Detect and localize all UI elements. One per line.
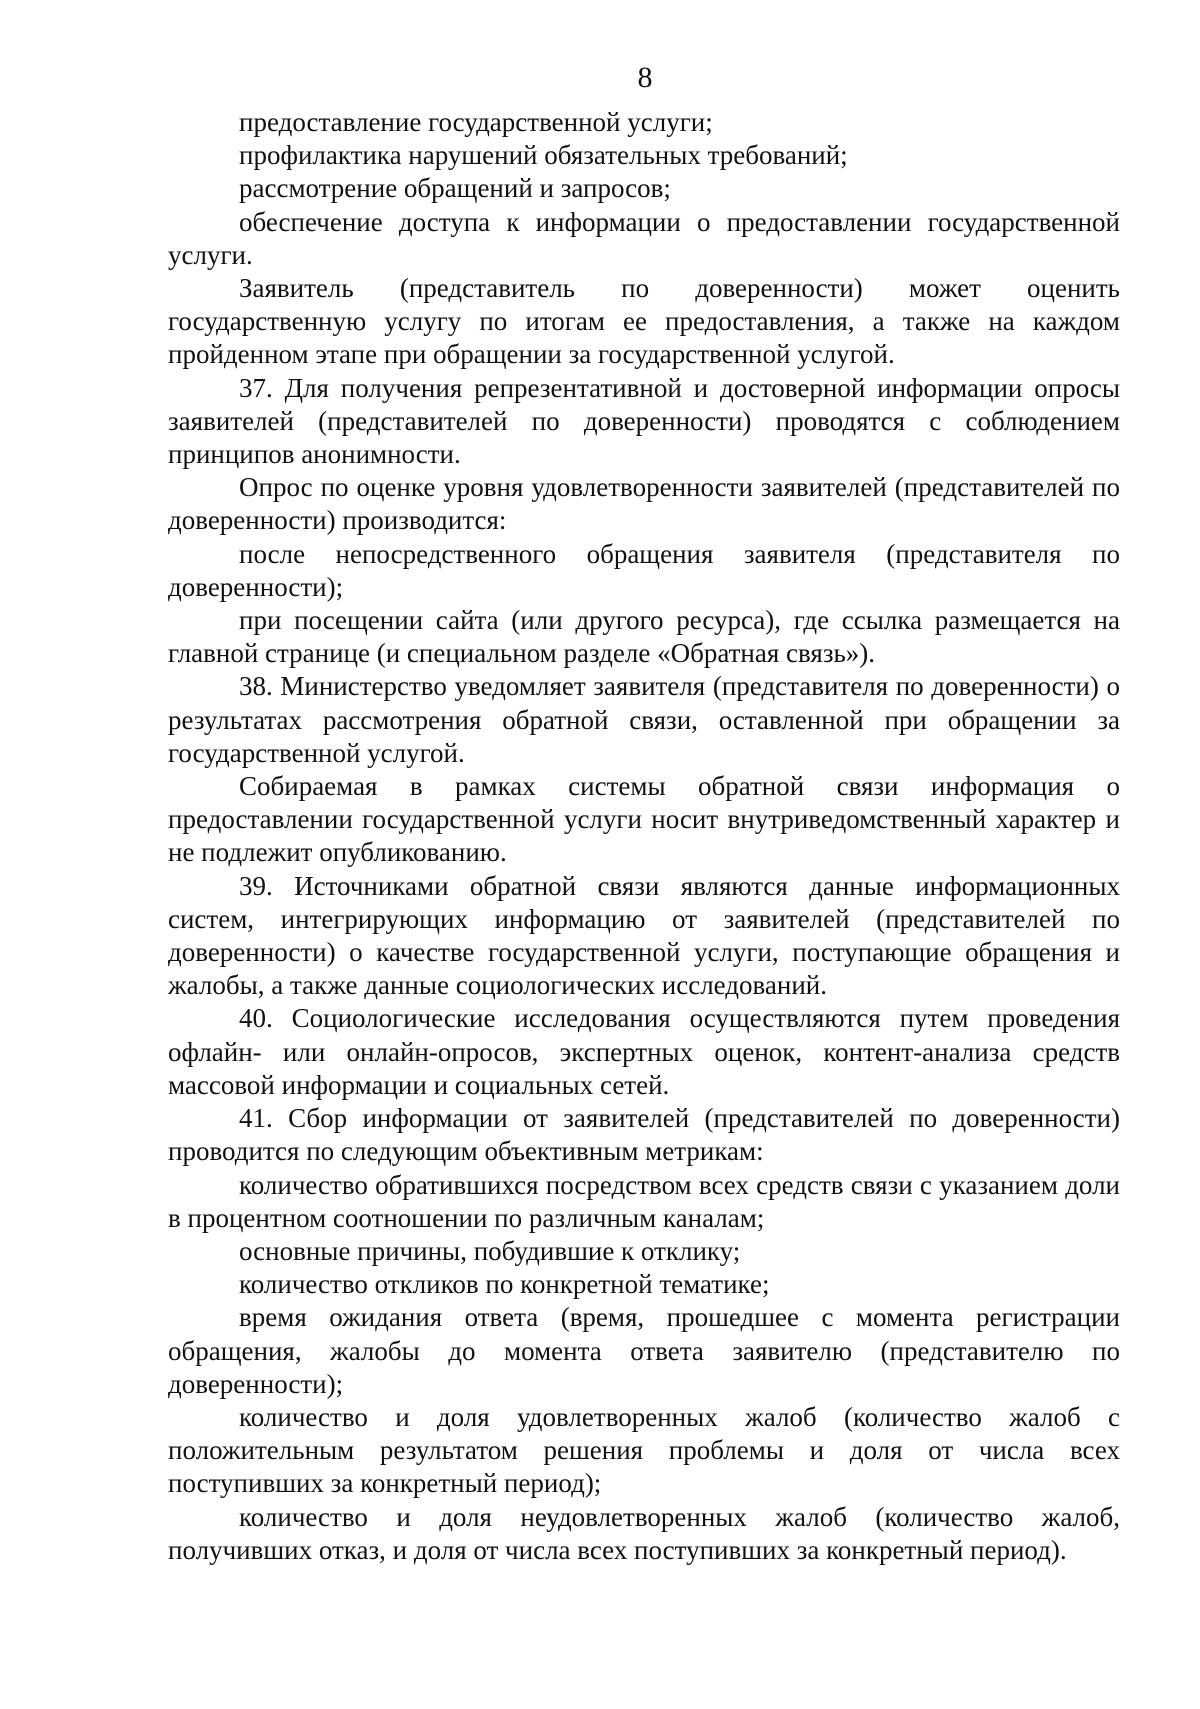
paragraph-item-37: 37. Для получения репрезентативной и достоверной информации опросы заявителей (представителей по доверенности) проводятся с соблюдением принципов анонимности.: [168, 372, 1120, 470]
paragraph: рассмотрение обращений и запросов;: [239, 173, 671, 204]
paragraph-item-41: 41. Сбор информации от заявителей (представителей по доверенности) проводится по следующим объективным метрикам:: [168, 1103, 1120, 1167]
paragraph: предоставление государственной услуги;: [239, 107, 713, 137]
paragraph: количество и доля неудовлетворенных жалоб (количество жалоб, получивших отказ, и доля от числа всех поступивших за конкретный период).: [168, 1501, 1120, 1565]
paragraph: основные причины, побудившие к отклику;: [239, 1235, 741, 1266]
paragraph: количество откликов по конкретной тематике;: [239, 1269, 770, 1300]
paragraph: обеспечение доступа к информации о предоставлении государственной услуги.: [168, 206, 1120, 270]
paragraph-item-39: 39. Источниками обратной связи являются данные информационных систем, интегрирующих информацию от заявителей (представителей по доверенности) о качестве государственной услуги, поступающие обращения и жалобы, а также данные социологических исследований.: [168, 870, 1120, 1001]
paragraph-item-40: 40. Социологические исследования осуществляются путем проведения офлайн- или онлайн-опросов, экспертных оценок, контент-анализа средств массовой информации и социальных сетей.: [168, 1003, 1120, 1100]
paragraph: Опрос по оценке уровня удовлетворенности заявителей (представителей по доверенности) производится:: [168, 472, 1120, 536]
paragraph: Заявитель (представитель по доверенности) может оценить государственную услугу по итогам ее предоставления, а также на каждом пройденном этапе при обращении за государственной услугой.: [168, 273, 1120, 370]
paragraph: время ожидания ответа (время, прошедшее с момента регистрации обращения, жалобы до момента ответа заявителю (представителю по доверенности);: [168, 1302, 1120, 1399]
paragraph: Собираемая в рамках системы обратной связи информация о предоставлении государственной услуги носит внутриведомственный характер и не подлежит опубликованию.: [168, 771, 1120, 868]
paragraph: количество и доля удовлетворенных жалоб (количество жалоб с положительным результатом решения проблемы и доля от числа всех поступивших за конкретный период);: [168, 1401, 1120, 1499]
paragraph: количество обратившихся посредством всех средств связи с указанием доли в процентном соотношении по различным каналам;: [168, 1169, 1120, 1233]
document-body: [168, 106, 1120, 1567]
paragraph: после непосредственного обращения заявителя (представителя по доверенности);: [168, 538, 1120, 602]
paragraph-item-38: 38. Министерство уведомляет заявителя (представителя по доверенности) о результатах рассмотрения обратной связи, оставленной при обращении за государственной услугой.: [168, 671, 1120, 768]
paragraph: профилактика нарушений обязательных требований;: [239, 140, 848, 171]
page-number: 8: [637, 61, 653, 94]
paragraph: при посещении сайта (или другого ресурса), где ссылка размещается на главной странице (и специальном разделе «Обратная связь»).: [168, 605, 1120, 669]
